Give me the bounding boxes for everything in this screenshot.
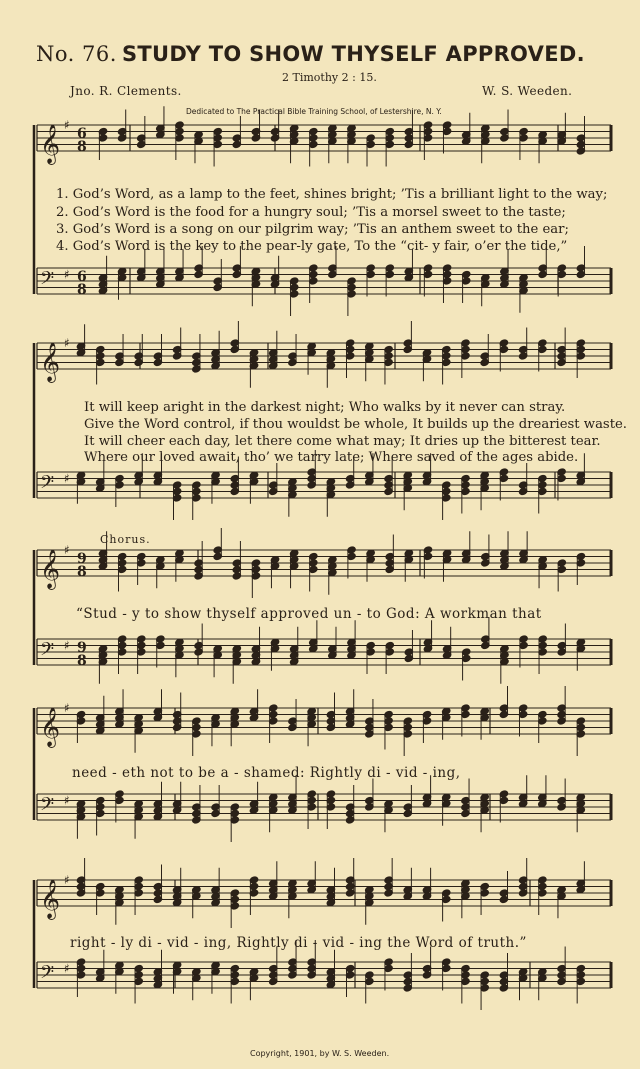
time-signature-bottom: 8 <box>77 653 87 669</box>
treble-clef: 𝄞 <box>40 707 61 747</box>
key-signature-sharp: ♯ <box>64 873 70 887</box>
composer-credit: W. S. Weeden. <box>482 84 573 98</box>
verse2-line-2: Give the Word control, if thou wouldst be whole, It builds up the dreariest waste. <box>84 417 627 432</box>
lyricist-credit: Jno. R. Clements. <box>70 84 182 98</box>
key-signature-sharp: ♯ <box>64 961 70 976</box>
key-signature-sharp: ♯ <box>64 118 70 132</box>
treble-clef: 𝄞 <box>40 549 61 589</box>
time-signature-bottom: 8 <box>77 139 87 155</box>
chorus-label: Chorus. <box>100 533 151 546</box>
verse-line-2: 2. God’s Word is the food for a hungry soul; ’Tis a morsel sweet to the taste; <box>56 205 566 220</box>
treble-clef: 𝄞 <box>40 124 61 164</box>
key-signature-sharp: ♯ <box>64 701 70 715</box>
treble-clef: 𝄞 <box>40 879 61 919</box>
time-signature-bottom: 8 <box>77 564 87 580</box>
key-signature-sharp: ♯ <box>64 638 70 653</box>
chorus-line-2: need - eth not to be a - shamed: Rightly di - vid - ing, <box>72 765 461 781</box>
copyright-notice: Copyright, 1901, by W. S. Weeden. <box>250 1049 390 1058</box>
verse2-line-1: It will keep aright in the darkest night; Who walks by it never can stray. <box>84 400 566 415</box>
time-signature-top: 6 <box>77 126 87 142</box>
hymn-number: No. 76. <box>36 42 117 66</box>
time-signature-top: 9 <box>77 640 87 656</box>
key-signature-sharp: ♯ <box>64 543 70 557</box>
hymn-title: STUDY TO SHOW THYSELF APPROVED. <box>122 42 585 66</box>
verse2-line-3: It will cheer each day, let there come what may; It dries up the bitterest tear. <box>84 434 601 449</box>
chorus-line-3: right - ly di - vid - ing, Rightly di - vid - ing the Word of truth.” <box>70 935 527 951</box>
bass-clef: 𝄢 <box>40 472 55 498</box>
time-signature-top: 6 <box>77 269 87 285</box>
key-signature-sharp: ♯ <box>64 471 70 486</box>
verse2-line-4: Where our loved await, tho’ we tarry late; Where saved of the ages abide. <box>84 450 579 465</box>
time-signature-top: 9 <box>77 551 87 567</box>
time-signature-bottom: 8 <box>77 282 87 298</box>
bass-clef: 𝄢 <box>40 962 55 988</box>
key-signature-sharp: ♯ <box>64 793 70 808</box>
key-signature-sharp: ♯ <box>64 267 70 282</box>
scripture-reference: 2 Timothy 2 : 15. <box>282 71 377 84</box>
chorus-line-1: “Stud - y to show thyself approved un - to God: A workman that <box>76 606 542 622</box>
bass-clef: 𝄢 <box>40 268 55 294</box>
bass-clef: 𝄢 <box>40 794 55 820</box>
bass-clef: 𝄢 <box>40 639 55 665</box>
verse-line-1: 1. God’s Word, as a lamp to the feet, shines bright; ’Tis a brilliant light to the way; <box>56 187 608 202</box>
verse-line-4: 4. God’s Word is the key to the pear-ly gate, To the “cit- y fair, o’er the tide,” <box>56 239 568 254</box>
treble-clef: 𝄞 <box>40 342 61 382</box>
key-signature-sharp: ♯ <box>64 336 70 350</box>
verse-line-3: 3. God’s Word is a song on our pilgrim way; ’Tis an anthem sweet to the ear; <box>56 222 569 237</box>
dedication-line: Dedicated to The Practical Bible Training School, of Lestershire, N. Y. <box>186 107 442 116</box>
